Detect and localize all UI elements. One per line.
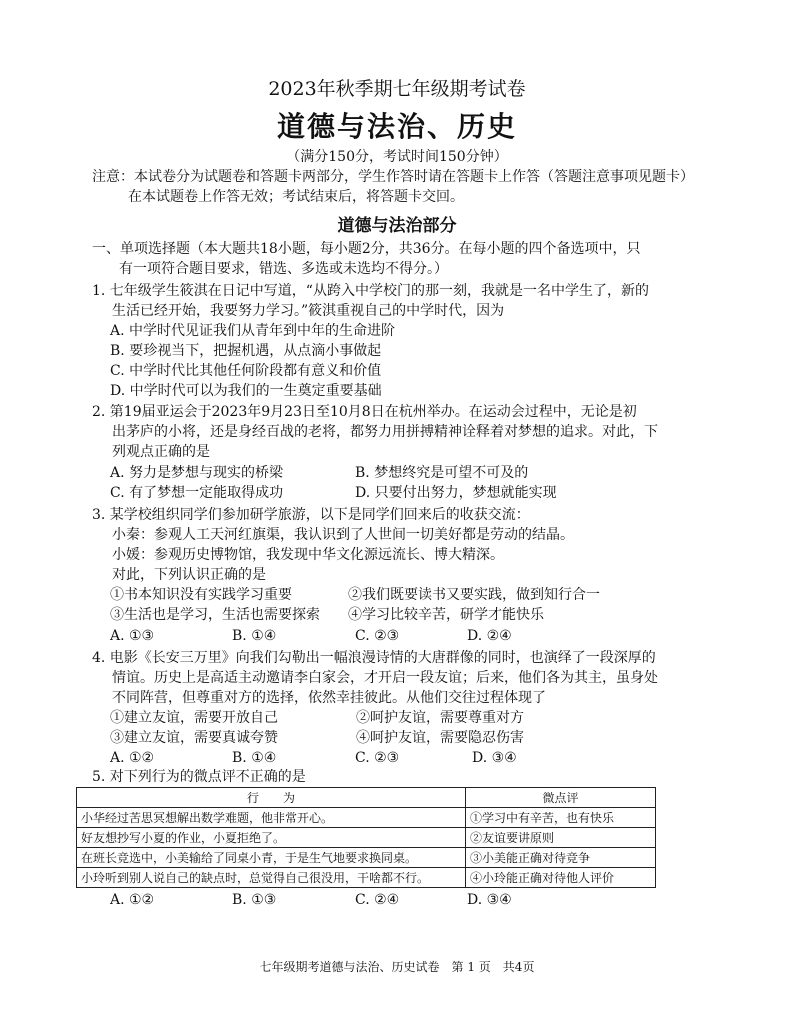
- q3-option-d: D. ②④: [467, 628, 512, 644]
- q4-option-b: B. ①④: [232, 750, 277, 766]
- q4-stem-1: 4. 电影《长安三万里》向我们勾勒出一幅浪漫诗情的大唐群像的同时，也演绎了一段深厚的: [92, 650, 656, 666]
- q4-option-a: A. ①②: [110, 750, 155, 766]
- table-cell-behavior: 小华经过苦思冥想解出数学难题，他非常开心。: [77, 808, 466, 828]
- table-cell-comment: ③小美能正确对待竞争: [466, 848, 656, 868]
- table-cell-behavior: 在班长竞选中，小美输给了同桌小青，于是生气地要求换同桌。: [77, 848, 466, 868]
- q4-stem-3: 不同阵营，但尊重对方的选择，依然幸挂彼此。从他们交往过程体现了: [112, 690, 546, 706]
- subject-title: 道德与法治、历史: [276, 110, 517, 143]
- q2-option-b: B. 梦想终究是可望不可及的: [355, 465, 529, 481]
- table-row: [77, 808, 656, 828]
- q3-stem-4: 对此，下列认识正确的是: [112, 567, 266, 583]
- table-cell-comment: ④小玲能正确对待他人评价: [466, 868, 656, 888]
- table-header-behavior: 行 为: [77, 788, 466, 808]
- page-footer: 七年级期考道德与法治、历史试卷 第 1 页 共4页: [259, 960, 535, 974]
- q5-option-b: B. ①③: [232, 892, 277, 908]
- notice-line-2: 在本试题卷上作答无效；考试结束后，将答题卡交回。: [128, 189, 464, 205]
- q3-stem-2: 小秦：参观人工天河红旗渠，我认识到了人世间一切美好都是劳动的结晶。: [112, 527, 574, 543]
- table-cell-behavior: 好友想抄写小夏的作业，小夏拒绝了。: [77, 828, 466, 848]
- notice-line-1: 注意：本试卷分为试题卷和答题卡两部分，学生作答时请在答题卡上作答（答题注意事项见题卡）: [92, 169, 694, 185]
- q3-statement-2: ②我们既要读书又要实践，做到知行合一: [348, 587, 600, 603]
- q4-statement-1: ①建立友谊，需要开放自己: [110, 710, 278, 726]
- q1-option-d: D. 中学时代可以为我们的一生奠定重要基础: [110, 383, 382, 399]
- part1-heading-2: 有一项符合题目要求，错选、多选或未选均不得分。）: [119, 261, 448, 277]
- q4-statement-2: ②呵护友谊，需要尊重对方: [356, 710, 524, 726]
- q1-option-a: A. 中学时代见证我们从青年到中年的生命进阶: [110, 323, 396, 339]
- q5-option-d: D. ③④: [467, 892, 512, 908]
- table-row: [77, 868, 656, 888]
- q1-option-b: B. 要珍视当下，把握机遇，从点滴小事做起: [110, 343, 382, 359]
- q4-statement-4: ④呵护友谊，需要隐忍伤害: [356, 730, 524, 746]
- exam-title: 2023年秋季期七年级期考试卷: [268, 78, 526, 100]
- q3-statement-1: ①书本知识没有实践学习重要: [110, 587, 292, 603]
- q5-option-c: C. ②④: [355, 892, 400, 908]
- score-time: （满分150分，考试时间150分钟）: [286, 149, 508, 165]
- table-cell-behavior: 小玲听到别人说自己的缺点时，总觉得自己很没用，干啥都不行。: [77, 868, 466, 888]
- table-cell-comment: ①学习中有辛苦，也有快乐: [466, 808, 656, 828]
- q3-stem-1: 3. 某学校组织同学们参加研学旅游，以下是同学们回来后的收获交流：: [92, 507, 530, 523]
- q4-statement-3: ③建立友谊，需要真诚夸赞: [110, 730, 278, 746]
- table-header-comment: 微点评: [466, 788, 656, 808]
- table-header-row: [77, 788, 656, 808]
- q1-stem-1: 1. 七年级学生筱淇在日记中写道，“从跨入中学校门的那一刻，我就是一名中学生了，新的: [92, 283, 649, 299]
- table-row: [77, 848, 656, 868]
- section-title: 道德与法治部分: [337, 216, 457, 236]
- q3-option-a: A. ①③: [110, 628, 155, 644]
- q3-option-c: C. ②③: [355, 628, 400, 644]
- table-cell-comment: ②友谊要讲原则: [466, 828, 656, 848]
- q5-table: [76, 787, 656, 888]
- q5-stem: 5. 对下列行为的微点评不正确的是: [92, 769, 306, 785]
- q3-option-b: B. ①④: [232, 628, 277, 644]
- table-row: [77, 828, 656, 848]
- part1-heading-1: 一、单项选择题（本大题共18小题，每小题2分，共36分。在每小题的四个备选项中，只: [92, 241, 641, 257]
- q2-option-a: A. 努力是梦想与现实的桥梁: [110, 465, 284, 481]
- q1-stem-2: 生活已经开始，我要努力学习。”筱淇重视自己的中学时代，因为: [112, 303, 505, 319]
- q4-option-d: D. ③④: [472, 750, 517, 766]
- q2-stem-3: 列观点正确的是: [112, 444, 210, 460]
- q5-option-a: A. ①②: [110, 892, 155, 908]
- q3-statement-4: ④学习比较辛苦，研学才能快乐: [348, 607, 544, 623]
- q1-option-c: C. 中学时代比其他任何阶段都有意义和价值: [110, 363, 382, 379]
- q2-stem-2: 出茅庐的小将，还是身经百战的老将，都努力用拼搏精神诠释着对梦想的追求。对此，下: [112, 424, 658, 440]
- q2-option-c: C. 有了梦想一定能取得成功: [110, 485, 284, 501]
- q2-stem-1: 2. 第19届亚运会于2023年9月23日至10月8日在杭州举办。在运动会过程中，无论是初: [92, 404, 637, 420]
- q3-stem-3: 小媛：参观历史博物馆，我发现中华文化源远流长、博大精深。: [112, 547, 504, 563]
- q4-option-c: C. ②③: [355, 750, 400, 766]
- q4-stem-2: 情谊。历史上是高适主动邀请李白家会，才开启一段友谊；后来，他们各为其主，虽身处: [112, 670, 658, 686]
- q2-option-d: D. 只要付出努力，梦想就能实现: [355, 485, 557, 501]
- q3-statement-3: ③生活也是学习，生活也需要探索: [110, 607, 320, 623]
